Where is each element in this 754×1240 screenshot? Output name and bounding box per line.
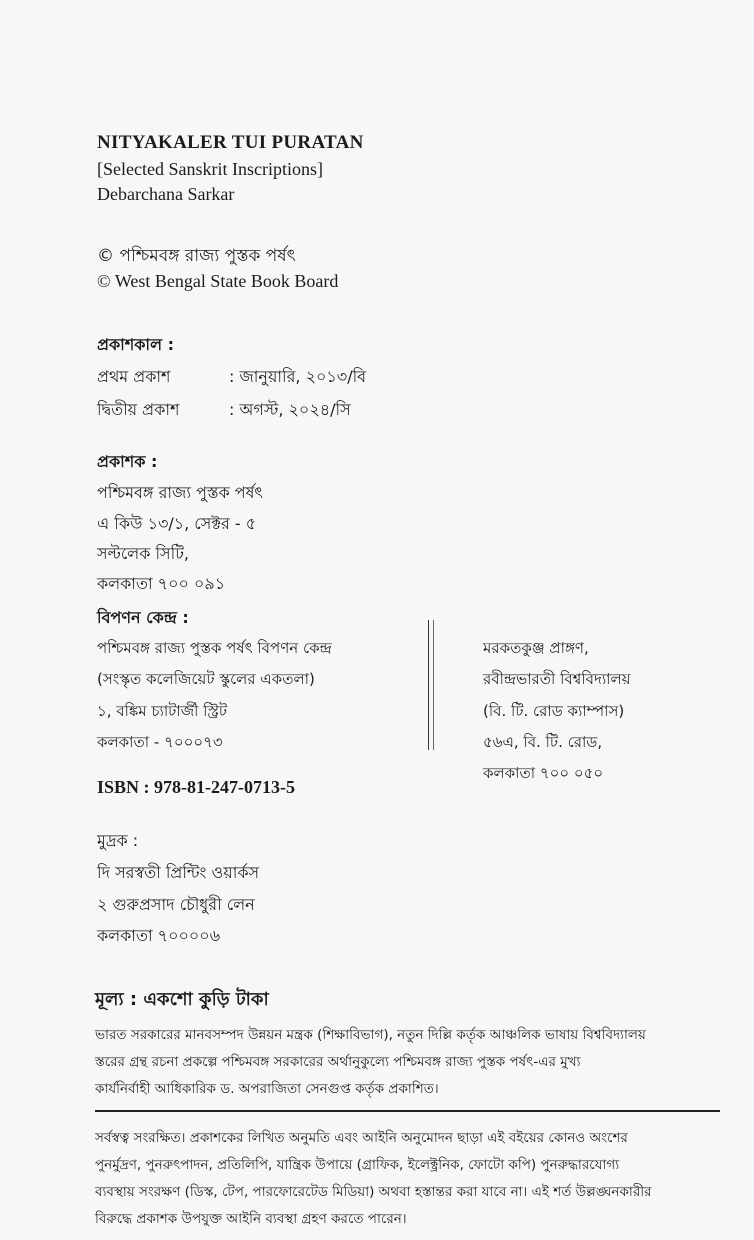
printer-line: ২ গুরুপ্রসাদ চৌধুরী লেন — [97, 895, 255, 914]
book-author: Debarchana Sarkar — [97, 184, 235, 204]
publication-note — [95, 1022, 720, 1103]
publisher-line: এ কিউ ১৩/১, সেক্টর - ৫ — [97, 514, 257, 533]
isbn: ISBN : 978-81-247-0713-5 — [97, 777, 295, 797]
rights-line: পুনর্মুদ্রণ, পুনরুৎপাদন, প্রতিলিপি, যান্ত্রিক উপায়ে (গ্রাফিক, ইলেক্ট্রনিক, ফোটো কপি) পুনরুদ্ধারযোগ্য — [95, 1157, 620, 1173]
printer-heading: মুদ্রক : — [97, 831, 139, 850]
rights-line: বিরুদ্ধে প্রকাশক উপযুক্ত আইনি ব্যবস্থা গ্রহণ করতে পারেন। — [95, 1211, 407, 1227]
sales-left-line: কলকাতা - ৭০০০৭৩ — [97, 733, 223, 751]
first-edition-row — [97, 364, 366, 391]
first-edition-label: প্রথম প্রকাশ — [97, 367, 171, 386]
note-line: কার্যনির্বাহী আধিকারিক ড. অপরাজিতা সেনগুপ্ত কর্তৃক প্রকাশিত। — [95, 1081, 439, 1097]
publication-time-heading: প্রকাশকাল : — [97, 335, 174, 354]
printer-line: কলকাতা ৭০০০০৬ — [97, 926, 221, 945]
note-line: ভারত সরকারের মানবসম্পদ উন্নয়ন মন্ত্রক (শিক্ষাবিভাগ), নতুন দিল্লি কর্তৃক আঞ্চলিক ভাষায় বিশ্ববিদ্যালয় — [95, 1027, 646, 1043]
book-subtitle: [Selected Sanskrit Inscriptions] — [97, 159, 323, 179]
publisher-line: সল্টলেক সিটি, — [97, 544, 190, 563]
sales-right-line: কলকাতা ৭০০ ০৫০ — [483, 764, 604, 782]
copyright-bengali: © পশ্চিমবঙ্গ রাজ্য পুস্তক পর্ষৎ — [97, 246, 296, 266]
sales-left-line: ১, বঙ্কিম চ্যাটার্জী স্ট্রিট — [97, 702, 228, 720]
column-divider — [428, 620, 429, 750]
column-divider — [433, 620, 434, 750]
sales-right-line: রবীন্দ্রভারতী বিশ্ববিদ্যালয় — [483, 670, 631, 688]
sales-right-line: (বি. টি. রোড ক্যাম্পাস) — [483, 702, 625, 720]
printer-line: দি সরস্বতী প্রিন্টিং ওয়ার্কস — [97, 863, 260, 882]
rights-line: সর্বস্বত্ব সংরক্ষিত। প্রকাশকের লিখিত অনুমতি এবং আইনি অনুমোদন ছাড়া এই বইয়ের কোনও অংশের — [95, 1130, 628, 1146]
sales-centre-heading: বিপণন কেন্দ্র : — [97, 608, 189, 627]
sales-right-line: ৫৬এ, বি. টি. রোড, — [483, 733, 603, 751]
sales-left-line: পশ্চিমবঙ্গ রাজ্য পুস্তক পর্ষৎ বিপণন কেন্দ্র — [97, 639, 332, 657]
sales-right-line: মরকতকুঞ্জ প্রাঙ্গণ, — [483, 639, 589, 657]
book-title: NITYAKALER TUI PURATAN — [97, 132, 364, 153]
publisher-line: পশ্চিমবঙ্গ রাজ্য পুস্তক পর্ষৎ — [97, 483, 263, 502]
price: মূল্য : একশো কুড়ি টাকা — [95, 989, 269, 1010]
rights-notice — [95, 1125, 720, 1233]
copyright-english: © West Bengal State Book Board — [97, 271, 339, 291]
second-edition-row — [97, 397, 351, 424]
first-edition-value: : জানুয়ারি, ২০১৩/বি — [229, 367, 367, 386]
publisher-line: কলকাতা ৭০০ ০৯১ — [97, 574, 226, 593]
second-edition-value: : অগস্ট, ২০২৪/সি — [229, 400, 351, 419]
second-edition-label: দ্বিতীয় প্রকাশ — [97, 400, 180, 419]
rights-line: ব্যবস্থায় সংরক্ষণ (ডিস্ক, টেপ, পারফোরেটেড মিডিয়া) অথবা হস্তান্তর করা যাবে না। এই শর্ত উল্লঙ্ঘনকারীর — [95, 1184, 652, 1200]
sales-left-line: (সংস্কৃত কলেজিয়েট স্কুলের একতলা) — [97, 670, 315, 688]
publisher-heading: প্রকাশক : — [97, 452, 158, 471]
rights-divider — [95, 1110, 720, 1112]
note-line: স্তরের গ্রন্থ রচনা প্রকল্পে পশ্চিমবঙ্গ সরকারের অর্থানুকুল্যে পশ্চিমবঙ্গ রাজ্য পুস্তক পর্ষৎ-এর মুখ্য — [95, 1054, 581, 1070]
